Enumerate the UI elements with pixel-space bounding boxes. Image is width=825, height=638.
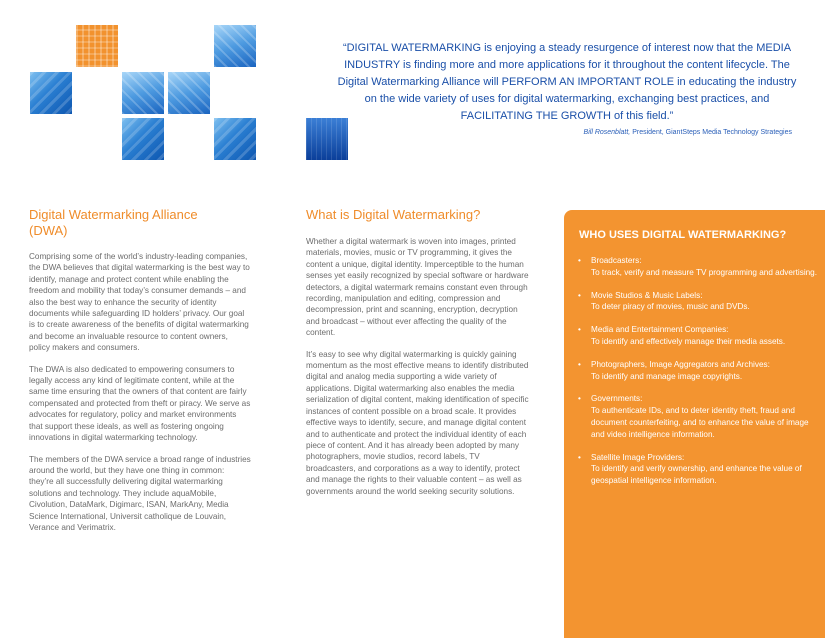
- quote-author: Bill Rosenblatt,: [583, 129, 631, 136]
- users-list: [578, 255, 818, 498]
- decorative-tile: [214, 25, 256, 67]
- user-type: Satellite Image Providers:: [591, 452, 685, 462]
- dwa-paragraph: Comprising some of the world’s industry-leading companies, the DWA believes that digital watermarking is the best way to identify, manage and protect content while enabling the freedom and mobility that today’s consumer demands – and also the best way to enhance the security of identity documents while safeguarding ID holders’ privacy. Our goal is to create awareness of the benefits of digital watermarking and become an invaluable resource to content owners, policy makers and consumers.: [29, 252, 250, 353]
- what-paragraph: Whether a digital watermark is woven into images, printed materials, movies, music or TV programming, it gives the content a unique, digital identity. Imperceptible to the human senses yet easily recognized by special software or hardware detectors, a digital watermark remains constant even through recording, manipulation and editing, compression and decompression, print and scanning, encryption, decryption and broadcast – without ever affecting the quality of the content.: [306, 237, 529, 338]
- bullet-icon: •: [578, 325, 581, 335]
- quote-author-title: President, GiantSteps Media Technology Strategies: [632, 129, 792, 136]
- user-type: Media and Entertainment Companies:: [591, 325, 729, 335]
- decorative-tile: [214, 118, 256, 160]
- decorative-tile: [76, 25, 118, 67]
- list-item: [578, 290, 818, 314]
- what-body: [306, 236, 530, 507]
- dwa-body: [29, 251, 251, 543]
- user-purpose: To authenticate IDs, and to deter identity theft, fraud and document counterfeiting, and to enhance the value of image and video intelligence information.: [591, 406, 809, 439]
- what-paragraph: It’s easy to see why digital watermarking is quickly gaining momentum as the most effective means to identify distributed digital and analog media supporting a wide variety of applications. Digital watermarking also enables the media serialization of digital content, making identification of specific instances of content possible on a broad scale. It provides effective ways to identify, secure, and manage digital content and to authenticate and protect the individual identity of each piece of content. And it has already been adopted by many photographers, movie studios, record labels, TV broadcasters, and corporations as a way to identify, protect and manage the rights to their valuable content – as well as governments around the world seeking security solutions.: [306, 349, 529, 496]
- user-type: Governments:: [591, 394, 643, 404]
- bullet-icon: •: [578, 452, 581, 462]
- user-purpose: To identify and manage image copyrights.: [591, 371, 743, 381]
- bullet-icon: •: [578, 359, 581, 369]
- list-item: [578, 359, 818, 383]
- dwa-paragraph: The DWA is also dedicated to empowering consumers to legally access any kind of legitimate content, while at the same time ensuring that the owners of that content are fairly compensated and protected from theft or piracy. We serve as advocates for regulatory, policy and market environments that support these ideals, as well as fostering ongoing innovations in digital watermarking technology.: [29, 364, 251, 443]
- bullet-icon: •: [578, 394, 581, 404]
- user-purpose: To deter piracy of movies, music and DVDs.: [591, 302, 750, 312]
- decorative-tile: [122, 72, 164, 114]
- list-item: [578, 324, 818, 348]
- decorative-tile: [168, 72, 210, 114]
- list-item: [578, 393, 818, 440]
- testimonial-quote: “DIGITAL WATERMARKING is enjoying a steady resurgence of interest now that the MEDIA INDUSTRY is finding more and more applications for it throughout the content lifecycle. The Digital Watermarking Alliance will PERFORM AN IMPORTANT ROLE in educating the industry on the wide variety of uses for digital watermarking, exchanging best practices, and FACILITATING THE GROWTH of this field.”: [337, 42, 797, 122]
- user-purpose: To track, verify and measure TV programming and advertising.: [591, 267, 818, 277]
- user-type: Photographers, Image Aggregators and Archives:: [591, 359, 770, 369]
- dwa-heading: Digital Watermarking Alliance (DWA): [29, 207, 198, 238]
- quote-credit: [480, 129, 792, 136]
- users-heading: WHO USES DIGITAL WATERMARKING?: [579, 229, 787, 241]
- user-type: Broadcasters:: [591, 256, 642, 265]
- user-purpose: To identify and effectively manage their media assets.: [591, 336, 786, 346]
- decorative-tile: [30, 72, 72, 114]
- user-type: Movie Studios & Music Labels:: [591, 290, 703, 300]
- list-item: [578, 255, 818, 279]
- user-purpose: To identify and verify ownership, and enhance the value of geospatial intelligence information.: [591, 464, 802, 486]
- bullet-icon: •: [578, 256, 581, 265]
- decorative-tile: [122, 118, 164, 160]
- bullet-icon: •: [578, 290, 581, 300]
- what-heading: What is Digital Watermarking?: [306, 207, 481, 222]
- list-item: [578, 452, 818, 487]
- dwa-paragraph: The members of the DWA service a broad range of industries around the world, but they have one thing in common: they’re all successfully delivering digital watermarking solutions and technology. They include aquaMobile, Civolution, DataMark, Digimarc, ISAN, MarkAny, Media Science International, Universit catholique de Louvain, Verance and Verimatrix.: [29, 454, 251, 532]
